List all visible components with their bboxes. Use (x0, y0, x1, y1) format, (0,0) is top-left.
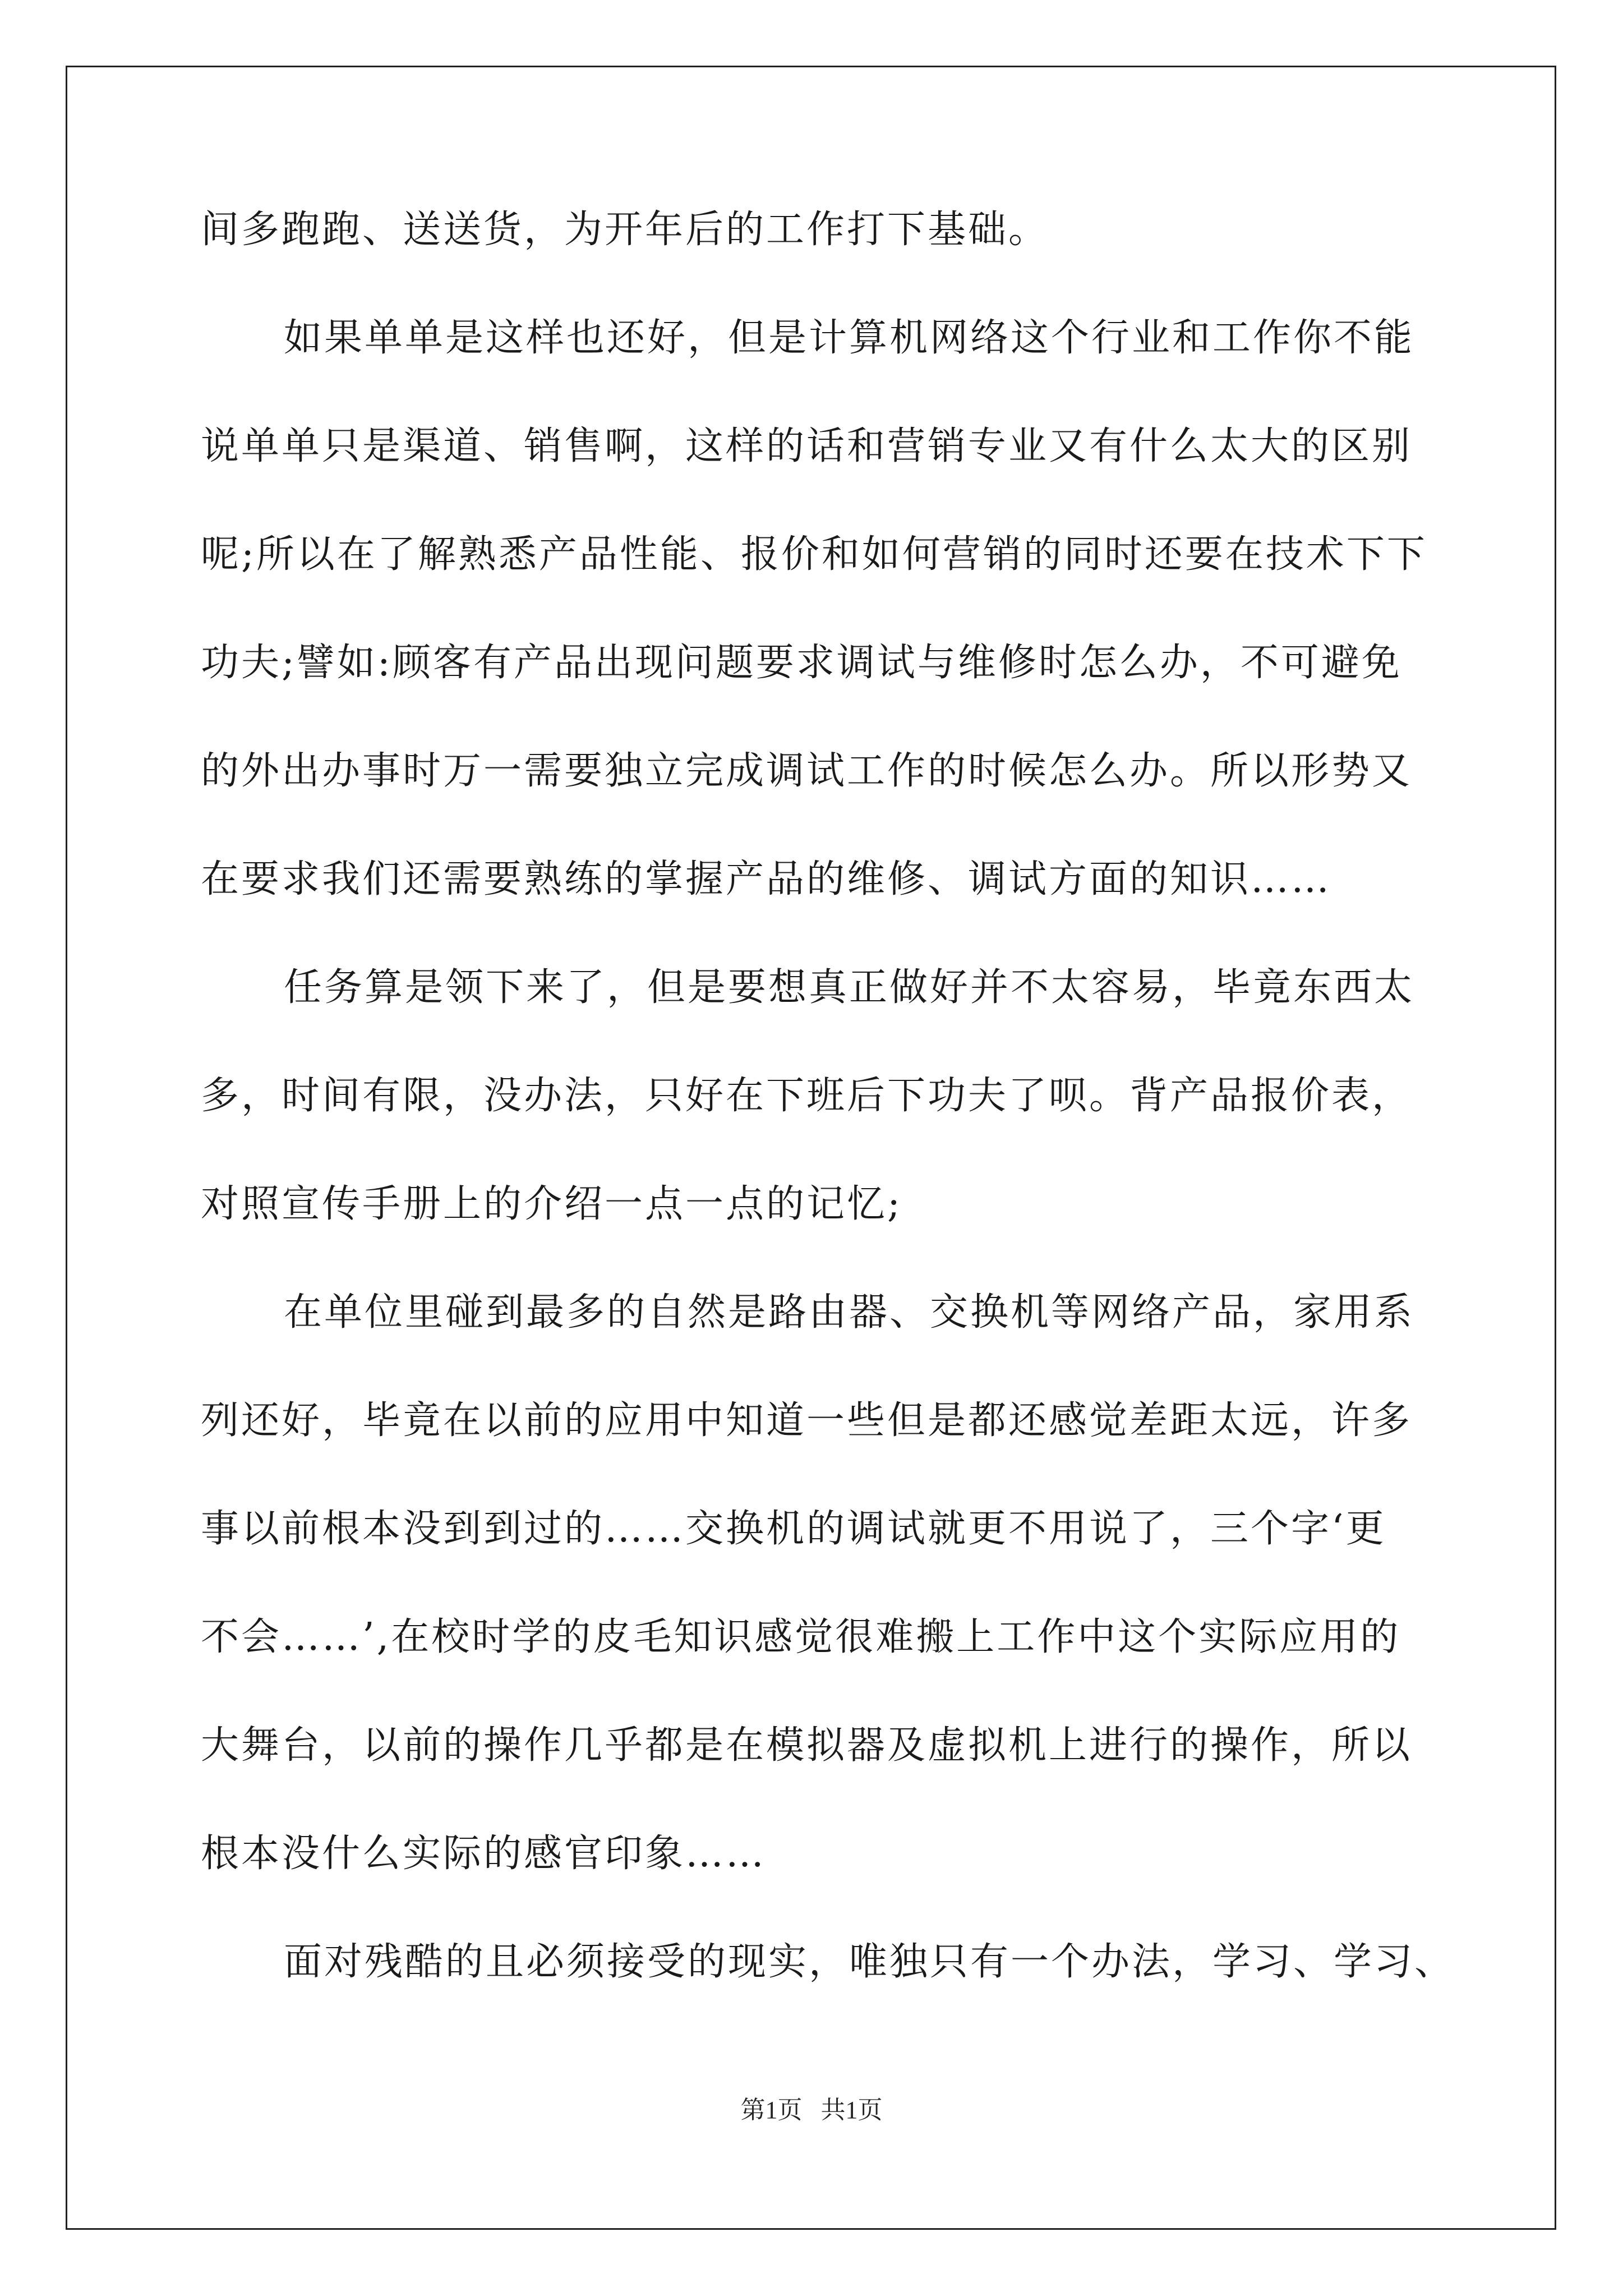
text-line: 功夫;譬如:顾客有产品出现问题要求调试与维修时怎么办，不可避免 (201, 641, 1402, 685)
text-line: 呢;所以在了解熟悉产品性能、报价和如何营销的同时还要在技术下下 (201, 532, 1427, 577)
text-line: 对照宣传手册上的介绍一点一点的记忆; (201, 1182, 902, 1226)
text-line: 根本没什么实际的感官印象…… (201, 1832, 767, 1876)
paragraph-first-line: 如果单单是这样也还好，但是计算机网络这个行业和工作你不能 (284, 316, 1415, 360)
text-line: 大舞台，以前的操作几乎都是在模拟器及虚拟机上进行的操作，所以 (201, 1723, 1413, 1768)
paragraph-first-line: 任务算是领下来了，但是要想真正做好并不太容易，毕竟东西太 (284, 965, 1415, 1010)
text-line: 不会……’,在校时学的皮毛知识感觉很难搬上工作中这个实际应用的 (201, 1615, 1401, 1659)
text-line: 的外出办事时万一需要独立完成调试工作的时候怎么办。所以形势又 (201, 749, 1413, 793)
page-number-footer: 第1页 共1页 (740, 2096, 883, 2124)
page-border (66, 66, 1556, 2230)
paragraph-first-line: 面对残酷的且必须接受的现实，唯独只有一个办法，学习、学习、 (284, 1940, 1455, 1984)
paragraph-first-line: 在单位里碰到最多的自然是路由器、交换机等网络产品，家用系 (284, 1290, 1415, 1335)
text-line: 事以前根本没到到过的……交换机的调试就更不用说了，三个字‘更 (201, 1507, 1386, 1551)
text-line: 在要求我们还需要熟练的掌握产品的维修、调试方面的知识…… (201, 857, 1332, 901)
text-line: 间多跑跑、送送货，为开年后的工作打下基础。 (201, 208, 1049, 252)
text-line: 列还好，毕竟在以前的应用中知道一些但是都还感觉差距太远，许多 (201, 1398, 1413, 1443)
text-line: 说单单只是渠道、销售啊，这样的话和营销专业又有什么太大的区别 (201, 424, 1413, 468)
text-line: 多，时间有限，没办法，只好在下班后下功夫了呗。背产品报价表， (201, 1074, 1413, 1118)
